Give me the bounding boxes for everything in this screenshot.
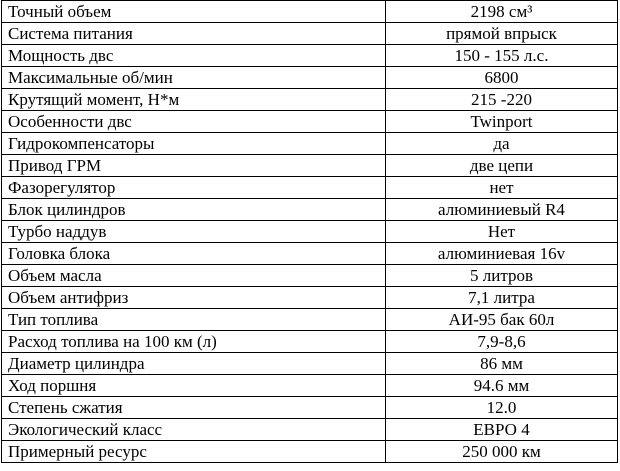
param-value: нет — [386, 177, 618, 199]
param-value: да — [386, 133, 618, 155]
param-value: 2198 см³ — [386, 1, 618, 23]
param-name: Примерный ресурс — [2, 441, 386, 463]
param-value: 94.6 мм — [386, 375, 618, 397]
table-row — [2, 243, 618, 265]
table-row — [2, 23, 618, 45]
param-name: Объем масла — [2, 265, 386, 287]
param-value: 7,9-8,6 — [386, 331, 618, 353]
table-row — [2, 331, 618, 353]
table-row — [2, 89, 618, 111]
param-value: 150 - 155 л.с. — [386, 45, 618, 67]
param-value: Нет — [386, 221, 618, 243]
table-row — [2, 353, 618, 375]
param-name: Диаметр цилиндра — [2, 353, 386, 375]
param-value: 250 000 км — [386, 441, 618, 463]
param-value: 7,1 литра — [386, 287, 618, 309]
param-name: Максимальные об/мин — [2, 67, 386, 89]
param-name: Экологический класс — [2, 419, 386, 441]
table-row — [2, 199, 618, 221]
param-value: ЕВРО 4 — [386, 419, 618, 441]
param-name: Степень сжатия — [2, 397, 386, 419]
param-name: Система питания — [2, 23, 386, 45]
param-name: Крутящий момент, Н*м — [2, 89, 386, 111]
param-name: Тип топлива — [2, 309, 386, 331]
table-row — [2, 441, 618, 463]
table-row — [2, 67, 618, 89]
param-value: 5 литров — [386, 265, 618, 287]
param-name: Турбо наддув — [2, 221, 386, 243]
table-row — [2, 265, 618, 287]
table-row — [2, 287, 618, 309]
table-row — [2, 1, 618, 23]
param-value: 215 -220 — [386, 89, 618, 111]
table-row — [2, 309, 618, 331]
param-name: Ход поршня — [2, 375, 386, 397]
param-name: Расход топлива на 100 км (л) — [2, 331, 386, 353]
table-row — [2, 111, 618, 133]
table-row — [2, 133, 618, 155]
param-name: Головка блока — [2, 243, 386, 265]
param-value: 86 мм — [386, 353, 618, 375]
param-name: Особенности двс — [2, 111, 386, 133]
param-name: Блок цилиндров — [2, 199, 386, 221]
param-value: алюминиевый R4 — [386, 199, 618, 221]
table-row — [2, 375, 618, 397]
param-name: Мощность двс — [2, 45, 386, 67]
table-row — [2, 397, 618, 419]
table-row — [2, 419, 618, 441]
param-value: 12.0 — [386, 397, 618, 419]
table-row — [2, 221, 618, 243]
param-name: Привод ГРМ — [2, 155, 386, 177]
param-value: прямой впрыск — [386, 23, 618, 45]
param-value: АИ-95 бак 60л — [386, 309, 618, 331]
param-name: Точный объем — [2, 1, 386, 23]
table-row — [2, 155, 618, 177]
param-name: Объем антифриз — [2, 287, 386, 309]
param-value: Twinport — [386, 111, 618, 133]
param-name: Фазорегулятор — [2, 177, 386, 199]
spec-table-body — [2, 1, 618, 463]
param-value: 6800 — [386, 67, 618, 89]
table-row — [2, 177, 618, 199]
param-value: алюминиевая 16v — [386, 243, 618, 265]
engine-spec-table — [1, 0, 618, 463]
param-value: две цепи — [386, 155, 618, 177]
table-row — [2, 45, 618, 67]
param-name: Гидрокомпенсаторы — [2, 133, 386, 155]
